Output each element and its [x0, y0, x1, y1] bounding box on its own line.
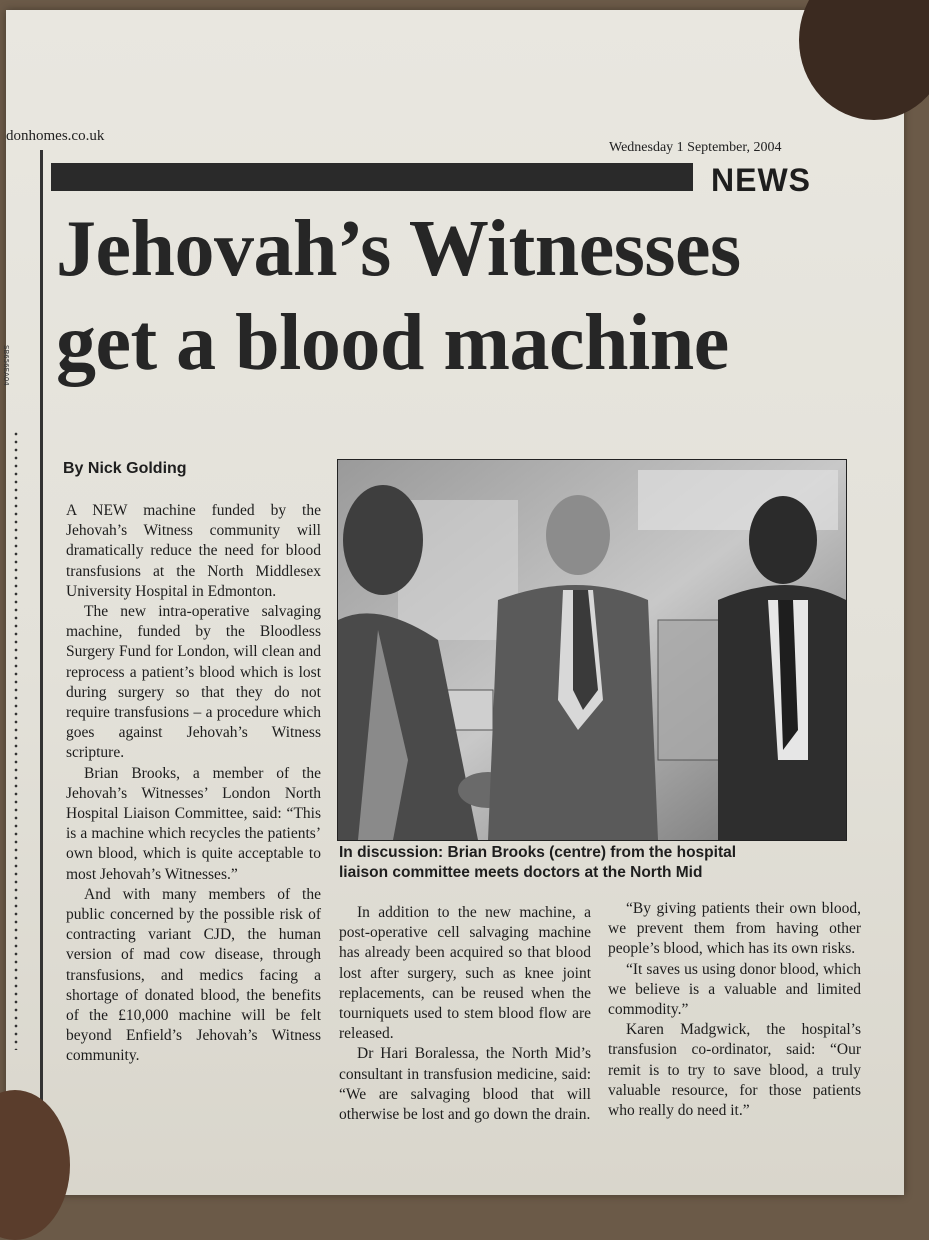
- publication-date: Wednesday 1 September, 2004: [609, 140, 782, 156]
- paragraph: “By giving patients their own blood, we prevent them from having other people’s blood, which has its own risks.: [608, 899, 861, 960]
- headline-line-2: get a blood machine: [56, 296, 846, 390]
- side-code: SB656EA04: [2, 345, 10, 386]
- paragraph: And with many members of the public concerned by the possible risk of contracting variant CJD, the human version of mad cow disease, through transfusions, and medics facing a shortage of donated blood, the benefits of the £10,000 machine will be felt beyond Enfield’s Jehovah’s Witness community.: [66, 885, 321, 1067]
- paragraph: A NEW machine funded by the Jehovah’s Witness community will dramatically reduce the need for blood transfusions at the North Middlesex University Hospital in Edmonton.: [66, 501, 321, 602]
- section-label: NEWS: [711, 162, 811, 199]
- header-bar: [51, 163, 693, 191]
- perforation-dots: [14, 430, 18, 1050]
- site-url: donhomes.co.uk: [6, 128, 104, 145]
- column-rule: [40, 150, 43, 1190]
- headline-line-1: Jehovah’s Witnesses: [56, 202, 846, 296]
- paragraph: “It saves us using donor blood, which we believe is a valuable and limited commodity.”: [608, 960, 861, 1021]
- paragraph: Dr Hari Boralessa, the North Mid’s consultant in transfusion medicine, said: “We are salvaging blood that will otherwise be lost and go down the drain.: [339, 1044, 591, 1125]
- paragraph: The new intra-operative salvaging machine, funded by the Bloodless Surgery Fund for London, will clean and reprocess a patient’s blood which is lost during surgery so that they do not require transfusions – a procedure which goes against Jehovah’s Witness scripture.: [66, 602, 321, 764]
- photo-caption: [339, 843, 859, 883]
- paragraph: In addition to the new machine, a post-operative cell salvaging machine has already been acquired so that blood lost after surgery, such as knee joint replacements, can be reused when the tourniquets used to stem blood flow are released.: [339, 903, 591, 1044]
- headline: [56, 202, 846, 390]
- article-column-2: [339, 903, 591, 1125]
- caption-line-2: liaison committee meets doctors at the North Mid: [339, 863, 859, 883]
- article-column-1: [66, 501, 321, 1067]
- byline: By Nick Golding: [63, 460, 187, 478]
- paragraph: Karen Madgwick, the hospital’s transfusion co-ordinator, said: “Our remit is to try to save blood, a truly valuable resource, for those patients who really do need it.”: [608, 1020, 861, 1121]
- article-photo: [337, 459, 847, 841]
- photo-illustration: [338, 460, 846, 840]
- paragraph: Brian Brooks, a member of the Jehovah’s Witnesses’ London North Hospital Liaison Committee, said: “This is a machine which recycles the patients’ own blood, which is quite acceptable to most Jehovah’s Witnesses.”: [66, 764, 321, 885]
- caption-line-1: In discussion: Brian Brooks (centre) from the hospital: [339, 843, 859, 863]
- newspaper-clipping: [6, 10, 904, 1195]
- article-column-3: [608, 899, 861, 1121]
